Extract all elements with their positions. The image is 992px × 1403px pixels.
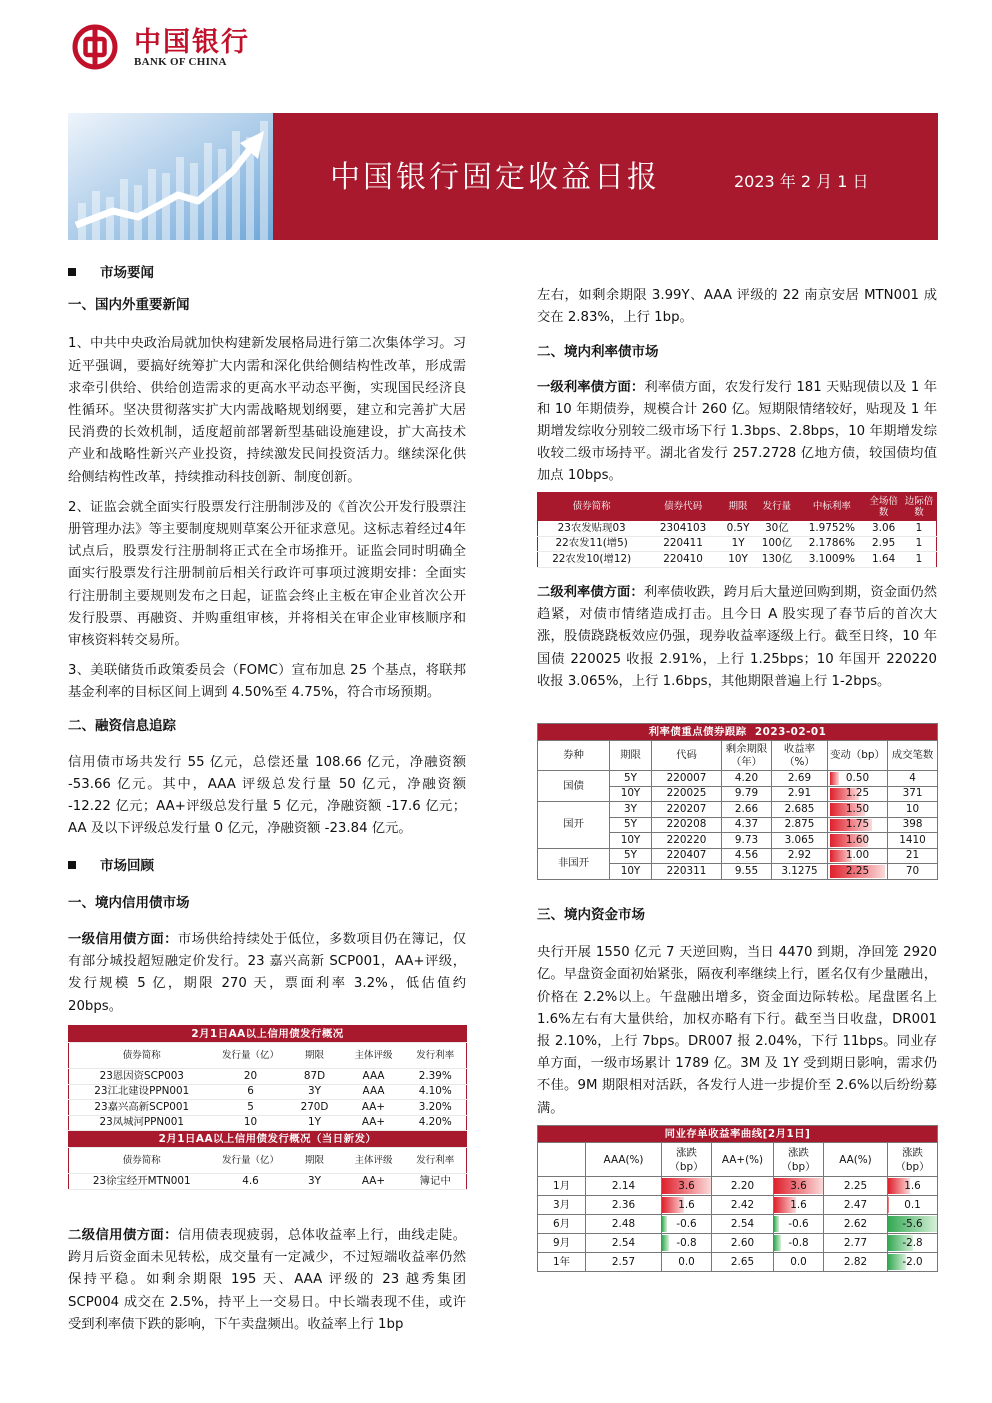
table-cell: 3.1275 <box>772 864 828 880</box>
table-cell: 220220 <box>652 833 722 849</box>
change-value: -0.8 <box>788 1236 809 1249</box>
change-bar-cell <box>888 1177 938 1196</box>
column-header: AA(%) <box>824 1143 888 1177</box>
table-cell: 220208 <box>652 817 722 833</box>
section-heading-market-review: 市场回顾 <box>68 855 466 877</box>
rate-issuance-table <box>537 492 937 568</box>
change-value: -0.6 <box>676 1217 697 1230</box>
change-bar-cell <box>888 1253 938 1272</box>
table-cell: 3.065 <box>772 833 828 849</box>
column-header: AAA(%) <box>586 1143 662 1177</box>
column-header: 期限 <box>287 1148 343 1174</box>
change-bar-cell <box>828 817 888 833</box>
table-cell: 22农发10(增12) <box>538 552 646 568</box>
bank-of-china-logo-icon <box>72 24 118 70</box>
secondary-credit-block <box>68 1225 466 1336</box>
table-row <box>538 1196 938 1215</box>
table-cell: 1月 <box>538 1177 586 1196</box>
table-cell: 4.56 <box>722 848 772 864</box>
table-cell: 270D <box>287 1100 343 1116</box>
change-value: -0.8 <box>676 1236 697 1249</box>
table-header-row <box>69 1043 467 1069</box>
table-cell: 220207 <box>652 802 722 818</box>
table-cell: 6月 <box>538 1215 586 1234</box>
change-bar-cell <box>828 771 888 787</box>
change-value: 1.50 <box>845 802 870 815</box>
table-cell: 2.39% <box>405 1069 467 1085</box>
change-bar <box>830 772 839 785</box>
change-value: 3.6 <box>678 1179 695 1192</box>
table-cell: 2.685 <box>772 802 828 818</box>
column-header: 发行量 <box>755 493 798 521</box>
right-column-top <box>537 285 937 488</box>
table-cell: AAA <box>343 1069 405 1085</box>
table-cell: AA+ <box>343 1174 405 1190</box>
table-cell: 2.91 <box>772 786 828 802</box>
column-header: 券种 <box>538 741 610 771</box>
table-cell: 3.06 <box>865 521 902 537</box>
column-header: 债券简称 <box>69 1148 215 1174</box>
table-caption-row <box>69 1131 467 1148</box>
column-header: 债券简称 <box>538 493 646 521</box>
table-cell: 220007 <box>652 771 722 787</box>
table-cell: 10Y <box>610 833 652 849</box>
change-bar-cell <box>774 1215 824 1234</box>
table-cell: 国债 <box>538 771 610 802</box>
table-caption: 利率债重点债券跟踪 2023-02-01 <box>538 724 938 741</box>
table-cell: 70 <box>888 864 938 880</box>
table-cell: 10 <box>888 802 938 818</box>
rising-chart-graphic-icon <box>68 113 273 240</box>
column-header: 期限 <box>287 1043 343 1069</box>
change-value: 2.25 <box>845 864 870 877</box>
column-header: 债券代码 <box>645 493 720 521</box>
table-cell: 5Y <box>610 771 652 787</box>
change-value: 0.1 <box>904 1198 921 1211</box>
table-row <box>538 552 937 568</box>
money-market-block <box>537 904 937 1120</box>
column-header: 全场倍数 <box>865 493 902 521</box>
news-paragraph-1: 1、中共中央政治局就加快构建新发展格局进行第二次集体学习。习近平强调，要搞好统筹扩大内需和深化供给侧结构性改革，形成需求牵引供给、供给创造需求的更高水平动态平衡，实现国民经济良性循环。坚决贯彻落实扩大内需战略规划纲要，建立和完善扩大居民消费的长效机制，适度超前部署新型基础设施建设，扩大高技术产业和战略性新兴产业投资，持续激发民间投资活力。继续深化供给侧结构性改革，持续推动科技创新、制度创新。 <box>68 336 466 485</box>
table-caption-row <box>538 1126 938 1143</box>
table-cell: 2.95 <box>865 536 902 552</box>
table-cell: AA+ <box>343 1100 405 1116</box>
change-bar-cell <box>662 1234 712 1253</box>
table-caption: 同业存单收益率曲线[2月1日] <box>538 1126 938 1143</box>
column-header: 期限 <box>721 493 756 521</box>
table-cell: 220411 <box>645 536 720 552</box>
column-header: 债券简称 <box>69 1043 215 1069</box>
change-value: 1.6 <box>904 1179 921 1192</box>
news-paragraph-3: 3、美联储货币政策委员会（FOMC）宣布加息 25 个基点，将联邦基金利率的目标区间上调到 4.50%至 4.75%，符合市场预期。 <box>68 663 466 701</box>
table-cell: 4.6 <box>215 1174 287 1190</box>
column-header: AA+(%) <box>712 1143 774 1177</box>
change-value: 1.6 <box>790 1198 807 1211</box>
section-heading-market-news: 市场要闻 <box>68 262 466 284</box>
change-value: 0.0 <box>790 1255 807 1268</box>
table-cell: 1 <box>902 521 937 537</box>
table-cell: 2.57 <box>586 1253 662 1272</box>
change-bar-cell <box>828 802 888 818</box>
column-header: 发行量（亿） <box>215 1043 287 1069</box>
table-cell: 1Y <box>287 1115 343 1131</box>
table-cell: 87D <box>287 1069 343 1085</box>
change-bar <box>774 1235 781 1251</box>
change-bar <box>774 1216 779 1232</box>
table-cell: 2.60 <box>712 1234 774 1253</box>
table-row <box>538 1234 938 1253</box>
table-cell: 1 <box>902 536 937 552</box>
financing-paragraph: 信用债市场共发行 55 亿元，总偿还量 108.66 亿元，净融资额 -53.66 亿元。其中，AAA 评级总发行量 50 亿元，净融资额 -12.22 亿元；AA+评级总发行量 5 亿元，净融资额 -17.6 亿元；AA 及以下评级总发行量 0 亿元，净融资额 -23.84 亿元。 <box>68 754 466 837</box>
change-bar-cell <box>888 1215 938 1234</box>
report-title: 中国银行固定收益日报 <box>330 160 660 195</box>
table-cell: 2.92 <box>772 848 828 864</box>
table-cell: 2.875 <box>772 817 828 833</box>
table-row <box>538 802 938 818</box>
column-header: 主体评级 <box>343 1148 405 1174</box>
bullet-square-icon <box>68 861 76 869</box>
change-bar-cell <box>662 1253 712 1272</box>
change-bar <box>662 1216 667 1232</box>
table-row <box>69 1069 467 1085</box>
change-bar-cell <box>828 864 888 880</box>
secondary-rate-paragraph: 二级利率债方面：利率债收跌，跨月后大量逆回购到期，资金面仍然趋紧，对债市情绪造成打击。且今日 A 股实现了春节后的首次大涨，股债跷跷板效应仍强，现券收益率逐级上行。截至日终，10 年国债 220025 收报 2.91%，上行 1.25bps；10 年国开 220220 收报 3.065%，上行 1.6bps，其他期限普遍上行 1-2bps。 <box>537 585 938 689</box>
table-cell: 5Y <box>610 817 652 833</box>
table-cell: 10Y <box>721 552 756 568</box>
table-cell: 10Y <box>610 864 652 880</box>
table-row <box>69 1174 467 1190</box>
column-header <box>538 1143 586 1177</box>
table-cell: 2.54 <box>712 1215 774 1234</box>
primary-credit-paragraph: 一级信用债方面：市场供给持续处于低位，多数项目仍在簿记，仅有部分城投超短融定价发行。23 嘉兴高新 SCP001，AA+评级，发行规模 5 亿，期限 270 天，票面利率 3.2%，低估值约 20bps。 <box>68 932 467 1014</box>
table-cell: 1.9752% <box>798 521 865 537</box>
money-market-paragraph: 央行开展 1550 亿元 7 天逆回购，当日 4470 到期，净回笼 2920 亿。早盘资金面初始紧张，隔夜利率继续上行，匿名仅有少量融出，价格在 2.2%以上。午盘融出增多，资金面边际转松。尾盘匿名上 1.6%左右有大量供给，加权亦略有下行。截至当日收盘，DR001 报 2.10%，上行 7bps。DR007 报 2.04%，下行 11bps。同业存单方面，一级市场累计 1789 亿。3M 及 1Y 受到期日影响，需求仍不佳。9M 期限相对活跃，各发行人进一步提价至 2.6%以后纷纷募满。 <box>537 945 937 1116</box>
column-header: 发行量（亿） <box>215 1148 287 1174</box>
table-cell: 130亿 <box>755 552 798 568</box>
table-cell: 2.66 <box>722 802 772 818</box>
table-cell: 6 <box>215 1084 287 1100</box>
table-cell: 国开 <box>538 802 610 849</box>
change-value: 1.25 <box>845 787 870 800</box>
table-caption-row <box>538 724 938 741</box>
table-row <box>69 1100 467 1116</box>
subheading-financing: 二、融资信息追踪 <box>68 717 176 734</box>
table-cell: 100亿 <box>755 536 798 552</box>
table-row <box>69 1084 467 1100</box>
table-caption: 2月1日AA以上信用债发行概况 <box>69 1026 467 1043</box>
news-paragraph-2: 2、证监会就全面实行股票发行注册制涉及的《首次公开发行股票注册管理办法》等主要制度规则草案公开征求意见。这标志着经过4年试点后，股票发行注册制将正式在全市场推开。证监会同时明确全面实行股票发行注册制前后相关行政许可事项过渡期安排：全面实行注册制主要规则发布之日起，证监会终止主板在审企业首次公开发行股票、再融资、并购重组审核，并将相关在审企业审核顺序和审核资料转交易所。 <box>68 499 466 649</box>
subheading-news: 一、国内外重要新闻 <box>68 297 190 314</box>
table-cell: 4.10% <box>405 1084 467 1100</box>
change-bar-cell <box>774 1253 824 1272</box>
table-row <box>538 1177 938 1196</box>
column-header: 涨跌（bp） <box>888 1143 938 1177</box>
change-value: 1.6 <box>678 1198 695 1211</box>
table-row <box>538 521 937 537</box>
table-cell: 4.20% <box>405 1115 467 1131</box>
change-value: 1.60 <box>845 833 870 846</box>
table-cell: 2.54 <box>586 1234 662 1253</box>
table-cell: 9.79 <box>722 786 772 802</box>
table-cell: 4.20 <box>722 771 772 787</box>
change-bar-cell <box>662 1177 712 1196</box>
table-cell: 3月 <box>538 1196 586 1215</box>
change-bar-cell <box>662 1196 712 1215</box>
table-cell: 1Y <box>721 536 756 552</box>
column-header: 发行利率 <box>405 1043 467 1069</box>
change-value: -2.8 <box>902 1236 923 1249</box>
table-header-row <box>538 493 937 521</box>
rate-bond-tracking-table <box>537 723 938 880</box>
table-cell: 2.1786% <box>798 536 865 552</box>
table-cell: 21 <box>888 848 938 864</box>
logo-english-name: BANK OF CHINA <box>134 56 227 68</box>
change-bar-cell <box>828 848 888 864</box>
table-cell: 2.14 <box>586 1177 662 1196</box>
table-cell: 3Y <box>610 802 652 818</box>
change-bar-cell <box>662 1215 712 1234</box>
table-cell: 22农发11(增5) <box>538 536 646 552</box>
subheading-credit-market: 一、境内信用债市场 <box>68 894 190 911</box>
table-cell: 2.65 <box>712 1253 774 1272</box>
column-header: 主体评级 <box>343 1043 405 1069</box>
change-bar-cell <box>774 1177 824 1196</box>
table-cell: 2.20 <box>712 1177 774 1196</box>
column-header: 成交笔数 <box>888 741 938 771</box>
table-cell: 220407 <box>652 848 722 864</box>
table-cell: 3.20% <box>405 1100 467 1116</box>
credit-issuance-table <box>68 1025 467 1190</box>
table-cell: 23江北建设PPN001 <box>69 1084 215 1100</box>
table-cell: 371 <box>888 786 938 802</box>
change-bar <box>888 1197 889 1213</box>
table-cell: 9.55 <box>722 864 772 880</box>
change-value: -0.6 <box>788 1217 809 1230</box>
bullet-square-icon <box>68 268 76 276</box>
table-row <box>538 1215 938 1234</box>
ncd-yield-curve-table <box>537 1125 938 1272</box>
table-cell: 3Y <box>287 1084 343 1100</box>
change-value: -5.6 <box>902 1217 923 1230</box>
secondary-rate-block <box>537 582 937 693</box>
table-cell: 2.36 <box>586 1196 662 1215</box>
table-cell: 2.82 <box>824 1253 888 1272</box>
change-value: 0.50 <box>845 771 870 784</box>
table-row <box>538 771 938 787</box>
table-cell: 220311 <box>652 864 722 880</box>
subheading-rate-market: 二、境内利率债市场 <box>537 344 659 361</box>
column-header: 期限 <box>610 741 652 771</box>
table-cell: 4 <box>888 771 938 787</box>
change-value: 1.00 <box>845 849 870 862</box>
table-cell: AA+ <box>343 1115 405 1131</box>
table-header-row <box>69 1148 467 1174</box>
table-cell: 23嘉兴高新SCP001 <box>69 1100 215 1116</box>
table-header-row <box>538 1143 938 1177</box>
table-cell: 4.37 <box>722 817 772 833</box>
table-cell: 1.64 <box>865 552 902 568</box>
change-bar-cell <box>888 1234 938 1253</box>
column-header: 变动（bp） <box>828 741 888 771</box>
table-caption: 2月1日AA以上信用债发行概况（当日新发） <box>69 1131 467 1148</box>
column-header: 发行利率 <box>405 1148 467 1174</box>
table-caption-row <box>69 1026 467 1043</box>
table-cell: 2.48 <box>586 1215 662 1234</box>
table-cell: 3.1009% <box>798 552 865 568</box>
table-cell: 1410 <box>888 833 938 849</box>
table-cell: 10 <box>215 1115 287 1131</box>
column-header: 中标利率 <box>798 493 865 521</box>
column-header: 代码 <box>652 741 722 771</box>
change-bar-cell <box>888 1196 938 1215</box>
column-header: 涨跌（bp） <box>774 1143 824 1177</box>
table-cell: 2.62 <box>824 1215 888 1234</box>
change-bar-cell <box>774 1234 824 1253</box>
table-row <box>538 848 938 864</box>
report-date: 2023 年 2 月 1 日 <box>734 172 869 191</box>
table-cell: 23农发贴现03 <box>538 521 646 537</box>
table-row <box>538 536 937 552</box>
table-cell: 2.25 <box>824 1177 888 1196</box>
table-cell: 30亿 <box>755 521 798 537</box>
table-cell: 非国开 <box>538 848 610 879</box>
table-cell: 220410 <box>645 552 720 568</box>
table-cell: 1 <box>902 552 937 568</box>
change-value: 3.6 <box>790 1179 807 1192</box>
table-cell: 220025 <box>652 786 722 802</box>
table-cell: 5 <box>215 1100 287 1116</box>
table-cell: 9月 <box>538 1234 586 1253</box>
table-cell: 1年 <box>538 1253 586 1272</box>
subheading-money-market: 三、境内资金市场 <box>537 907 645 923</box>
change-bar-cell <box>828 833 888 849</box>
table-header-row <box>538 741 938 771</box>
secondary-credit-paragraph: 二级信用债方面：信用债表现疲弱，总体收益率上行，曲线走陡。跨月后资金面未见转松，成交量有一定减少，不过短端收益率仍然保持平稳。如剩余期限 195 天、AAA 评级的 23 越秀集团 SCP004 成交在 2.5%，持平上一交易日。中长端表现不佳，或许受到利率债下跌的影响，下午卖盘频出。收益率上行 1bp <box>68 1228 467 1332</box>
credit-continuation-paragraph: 左右，如剩余期限 3.99Y、AAA 评级的 22 南京安居 MTN001 成交在 2.83%，上行 1bp。 <box>537 288 937 326</box>
table-cell: AAA <box>343 1084 405 1100</box>
table-cell: 5Y <box>610 848 652 864</box>
left-column <box>68 262 466 1018</box>
column-header: 剩余期限（年） <box>722 741 772 771</box>
table-row <box>69 1115 467 1131</box>
column-header: 边际倍数 <box>902 493 937 521</box>
change-bar <box>662 1235 669 1251</box>
table-cell: 3Y <box>287 1174 343 1190</box>
change-value: 0.0 <box>678 1255 695 1268</box>
table-cell: 2304103 <box>645 521 720 537</box>
table-cell: 2.77 <box>824 1234 888 1253</box>
table-cell: 2.69 <box>772 771 828 787</box>
change-bar-cell <box>774 1196 824 1215</box>
table-cell: 9.73 <box>722 833 772 849</box>
table-cell: 398 <box>888 817 938 833</box>
column-header: 收益率（%） <box>772 741 828 771</box>
table-row <box>538 1253 938 1272</box>
primary-rate-paragraph: 一级利率债方面：利率债方面，农发行发行 181 天贴现债以及 1 年和 10 年期债券，规模合计 260 亿。短期限情绪较好，贴现及 1 年期增发综收分别较二级市场下行 1.3bps、2.8bps，10 年期增发综收较二级市场持平。湖北省发行 257.2728 亿地方债，较国债均值加点 10bps。 <box>537 379 938 484</box>
table-cell: 20 <box>215 1069 287 1085</box>
change-value: -2.0 <box>902 1255 923 1268</box>
table-cell: 23恩因资SCP003 <box>69 1069 215 1085</box>
table-cell: 2.47 <box>824 1196 888 1215</box>
table-cell: 23徐宝经开MTN001 <box>69 1174 215 1190</box>
change-bar-cell <box>828 786 888 802</box>
table-cell: 0.5Y <box>721 521 756 537</box>
table-cell: 10Y <box>610 786 652 802</box>
table-cell: 2.42 <box>712 1196 774 1215</box>
table-cell: 簿记中 <box>405 1174 467 1190</box>
logo-chinese-name: 中国银行 <box>134 27 250 58</box>
change-value: 1.75 <box>845 818 870 831</box>
table-cell: 23凤城河PPN001 <box>69 1115 215 1131</box>
column-header: 涨跌（bp） <box>662 1143 712 1177</box>
